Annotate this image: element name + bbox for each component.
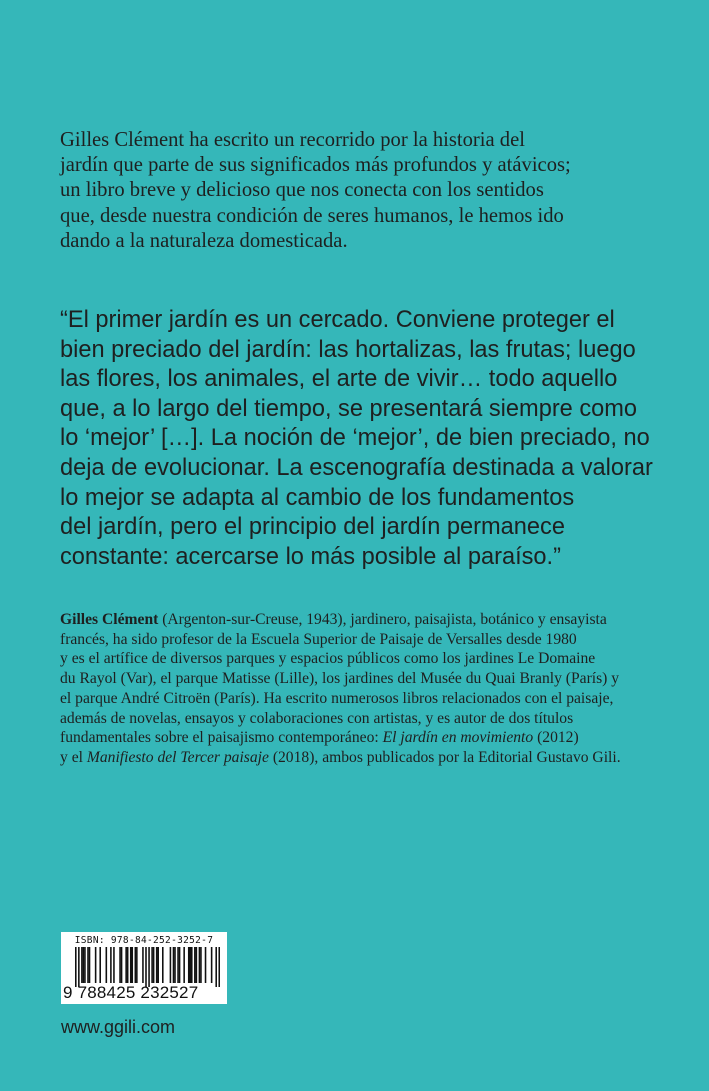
book-title: El jardín en movimiento	[382, 729, 534, 747]
bio-text: y el	[60, 748, 87, 766]
barcode-bar	[218, 947, 220, 987]
barcode-bar	[110, 947, 112, 983]
barcode-bar	[188, 947, 190, 983]
publisher-url[interactable]: www.ggili.com	[61, 1017, 176, 1037]
quote-line: lo mejor se adapta al cambio de los fundamentos	[60, 484, 575, 511]
bio-line	[60, 610, 680, 630]
isbn-label: ISBN: 978-84-252-3252-7	[74, 935, 214, 946]
quote-block	[60, 306, 700, 572]
intro-line: que, desde nuestra condición de seres humanos, le hemos ido	[60, 204, 564, 227]
barcode-bar	[191, 947, 193, 983]
quote-line: constante: acercarse lo más posible al paraíso.”	[60, 543, 561, 570]
bio-line	[60, 748, 680, 768]
barcode-bar	[83, 947, 85, 983]
barcode-bar	[157, 947, 159, 983]
quote-line: deja de evolucionar. La escenografía destinada a valorar	[60, 454, 653, 481]
barcode-bar	[189, 947, 191, 983]
barcode-bar	[170, 947, 172, 983]
quote-line: que, a lo largo del tiempo, se presentará siempre como	[60, 395, 638, 422]
bio-line: el parque André Citroën (París). Ha escrito numerosos libros relacionados con el paisaje,	[60, 689, 614, 707]
author-bio	[60, 610, 680, 768]
barcode-bar	[131, 947, 133, 983]
barcode-bar	[121, 947, 123, 983]
quote-line: del jardín, pero el principio del jardín permanece	[60, 514, 565, 541]
barcode-bar	[156, 947, 158, 983]
intro-line: Gilles Clément ha escrito un recorrido por la historia del	[60, 129, 525, 151]
barcode-bar	[179, 947, 181, 983]
barcode-bar	[199, 947, 201, 983]
barcode-bar	[84, 947, 86, 983]
barcode-bar	[177, 947, 179, 983]
barcode-bar	[95, 947, 97, 983]
barcode-bar	[174, 947, 176, 983]
quote-line: las flores, los animales, el arte de vivir… todo aquello	[60, 366, 618, 393]
bio-line	[60, 728, 680, 748]
barcode-bars	[75, 947, 220, 987]
quote-line: “El primer jardín es un cercado. Conviene proteger el	[60, 307, 615, 333]
isbn-barcode	[61, 932, 227, 1004]
barcode-bar	[81, 947, 83, 983]
bio-text: (2012)	[533, 729, 579, 747]
quote-line: lo ‘mejor’ […]. La noción de ‘mejor’, de bien preciado, no	[60, 425, 650, 452]
barcode-bar	[205, 947, 207, 983]
author-name: Gilles Clément	[60, 611, 159, 628]
barcode-bar	[148, 947, 150, 987]
barcode-bar	[78, 947, 80, 987]
bio-line: y es el artífice de diversos parques y espacios públicos como los jardines Le Domaine	[60, 650, 596, 668]
intro-line: jardín que parte de sus significados más profundos y atávicos;	[60, 154, 571, 177]
ean-digits: 9 788425 232527	[63, 983, 199, 1002]
book-title: Manifiesto del Tercer paisaje	[86, 748, 269, 766]
barcode-bar	[173, 947, 175, 983]
bio-line: además de novelas, ensayos y colaboraciones con artistas, y es autor de dos títulos	[60, 709, 574, 727]
bio-text: (Argenton-sur-Creuse, 1943), jardinero, paisajista, botánico y ensayista	[158, 611, 607, 628]
intro-paragraph	[60, 128, 700, 254]
barcode-bar	[89, 947, 91, 983]
barcode-bar	[130, 947, 132, 983]
barcode-bar	[99, 947, 101, 983]
intro-line: dando a la naturaleza domesticada.	[60, 229, 348, 252]
barcode-bar	[127, 947, 129, 983]
bio-text: (2018), ambos publicados por la Editorial Gustavo Gili.	[268, 748, 621, 766]
barcode-bar	[153, 947, 155, 983]
barcode-bar	[113, 947, 115, 983]
barcode-bar	[215, 947, 217, 987]
barcode-bar	[106, 947, 108, 983]
barcode-bar	[183, 947, 185, 983]
barcode-bar	[119, 947, 121, 983]
barcode-bar	[87, 947, 89, 983]
intro-line: un libro breve y delicioso que nos conecta con los sentidos	[60, 179, 544, 202]
barcode-bar	[196, 947, 198, 983]
barcode-bar	[75, 947, 77, 987]
quote-line: bien preciado del jardín: las hortalizas, las frutas; luego	[60, 336, 636, 363]
bio-text: fundamentales sobre el paisajismo contemporáneo:	[60, 729, 383, 747]
barcode-bar	[194, 947, 196, 983]
barcode-bar	[136, 947, 138, 983]
barcode-bar	[135, 947, 137, 983]
barcode-bar	[211, 947, 213, 983]
barcode-bar	[162, 947, 164, 983]
barcode-bar	[142, 947, 144, 983]
barcode-bar	[200, 947, 202, 983]
barcode-bar	[151, 947, 153, 983]
barcode-bar	[125, 947, 127, 983]
bio-line: francés, ha sido profesor de la Escuela Superior de Paisaje de Versalles desde 1980	[60, 630, 577, 648]
bio-line: du Rayol (Var), el parque Matisse (Lille), los jardines del Musée du Quai Branly (París) y	[60, 670, 620, 688]
barcode-bar	[145, 947, 147, 987]
